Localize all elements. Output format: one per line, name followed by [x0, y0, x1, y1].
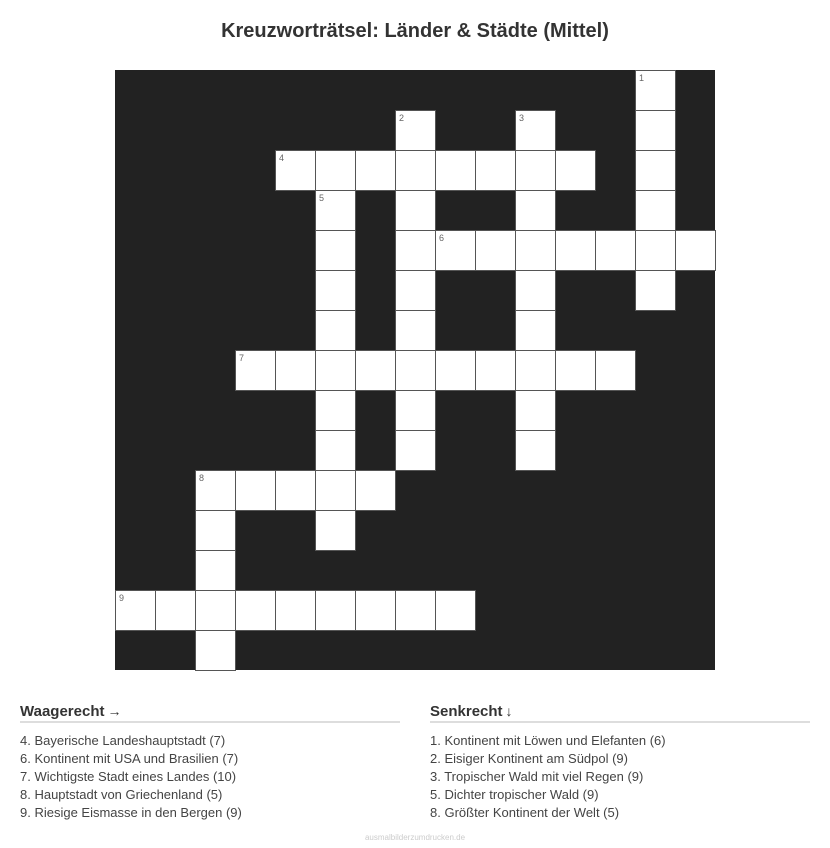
grid-cell[interactable]: [435, 150, 476, 191]
grid-cell[interactable]: [595, 230, 636, 271]
grid-cell[interactable]: [395, 350, 436, 391]
grid-cell[interactable]: [515, 430, 556, 471]
grid-cell[interactable]: [315, 470, 356, 511]
grid-cell[interactable]: [395, 150, 436, 191]
grid-cell[interactable]: [515, 390, 556, 431]
grid-cell[interactable]: [635, 150, 676, 191]
grid-cell[interactable]: [635, 270, 676, 311]
grid-cell[interactable]: [515, 310, 556, 351]
grid-cell[interactable]: [315, 430, 356, 471]
grid-cell[interactable]: [595, 350, 636, 391]
grid-cell[interactable]: [155, 590, 196, 631]
across-clue: 4. Bayerische Landeshauptstadt (7): [20, 733, 226, 748]
grid-cell[interactable]: [395, 230, 436, 271]
grid-cell[interactable]: [235, 350, 276, 391]
down-heading-label: Senkrecht: [430, 703, 503, 720]
down-heading: [430, 703, 810, 723]
grid-cell[interactable]: [315, 510, 356, 551]
across-clue: 8. Hauptstadt von Griechenland (5): [20, 787, 223, 802]
grid-cell[interactable]: [555, 230, 596, 271]
grid-cell[interactable]: [635, 110, 676, 151]
across-clues: [20, 703, 400, 822]
grid-cell[interactable]: [475, 230, 516, 271]
across-clue: 9. Riesige Eismasse in den Bergen (9): [20, 805, 242, 820]
grid-cell[interactable]: [315, 350, 356, 391]
across-heading-label: Waagerecht: [20, 703, 105, 720]
grid-cell[interactable]: [395, 430, 436, 471]
grid-cell[interactable]: [515, 230, 556, 271]
across-clue: 7. Wichtigste Stadt eines Landes (10): [20, 769, 237, 784]
grid-cell[interactable]: [275, 470, 316, 511]
grid-cell[interactable]: [435, 590, 476, 631]
grid-cell[interactable]: [555, 350, 596, 391]
grid-cell[interactable]: [515, 350, 556, 391]
down-clue: 3. Tropischer Wald mit viel Regen (9): [430, 769, 644, 784]
grid-cell[interactable]: [355, 150, 396, 191]
grid-cell[interactable]: [395, 310, 436, 351]
grid-cell[interactable]: [515, 190, 556, 231]
grid-cell[interactable]: [195, 510, 236, 551]
grid-cell[interactable]: [395, 590, 436, 631]
grid-cell[interactable]: [275, 150, 316, 191]
grid-cell[interactable]: [475, 350, 516, 391]
grid-cell[interactable]: [275, 590, 316, 631]
grid-cell[interactable]: [395, 390, 436, 431]
grid-cell[interactable]: [515, 150, 556, 191]
grid-cell[interactable]: [515, 270, 556, 311]
clue-number: 3: [519, 113, 525, 123]
grid-cell[interactable]: [635, 190, 676, 231]
down-clues: [430, 703, 810, 822]
clue-number: 4: [279, 153, 285, 163]
grid-cell[interactable]: [475, 150, 516, 191]
grid-cell[interactable]: [515, 110, 556, 151]
clue-number: 9: [119, 593, 125, 603]
grid-cell[interactable]: [395, 190, 436, 231]
arrow-down-icon: ↓: [505, 703, 513, 719]
grid-cell[interactable]: [555, 150, 596, 191]
grid-cell[interactable]: [395, 110, 436, 151]
grid-cell[interactable]: [315, 270, 356, 311]
grid-cell[interactable]: [355, 590, 396, 631]
grid-cell[interactable]: [395, 270, 436, 311]
grid-cell[interactable]: [675, 230, 716, 271]
grid-cell[interactable]: [635, 70, 676, 111]
clue-number: 8: [199, 473, 205, 483]
grid-cell[interactable]: [435, 350, 476, 391]
clue-number: 5: [319, 193, 325, 203]
grid-cell[interactable]: [195, 590, 236, 631]
grid-cell[interactable]: [315, 590, 356, 631]
grid-cell[interactable]: [195, 470, 236, 511]
across-heading: [20, 703, 400, 723]
down-clue: 5. Dichter tropischer Wald (9): [430, 787, 599, 802]
clue-number: 7: [239, 353, 245, 363]
grid-cell[interactable]: [195, 630, 236, 671]
grid-cell[interactable]: [315, 190, 356, 231]
grid-cell[interactable]: [115, 590, 156, 631]
grid-cell[interactable]: [315, 150, 356, 191]
crossword-grid: [115, 70, 715, 670]
grid-cell[interactable]: [235, 590, 276, 631]
across-clue: 6. Kontinent mit USA und Brasilien (7): [20, 751, 239, 766]
grid-cell[interactable]: [355, 470, 396, 511]
grid-cell[interactable]: [635, 230, 676, 271]
page-title: Kreuzworträtsel: Länder & Städte (Mittel): [221, 20, 609, 42]
grid-cell[interactable]: [275, 350, 316, 391]
grid-cell[interactable]: [195, 550, 236, 591]
grid-cell[interactable]: [435, 230, 476, 271]
down-clue: 2. Eisiger Kontinent am Südpol (9): [430, 751, 628, 766]
clue-number: 1: [639, 73, 645, 83]
grid-cell[interactable]: [355, 350, 396, 391]
clue-number: 2: [399, 113, 405, 123]
down-clue: 1. Kontinent mit Löwen und Elefanten (6): [430, 733, 666, 748]
down-clue: 8. Größter Kontinent der Welt (5): [430, 805, 620, 820]
clue-number: 6: [439, 233, 445, 243]
footer-credit: ausmalbilderzumdrucken.de: [364, 833, 466, 842]
grid-cell[interactable]: [315, 390, 356, 431]
arrow-right-icon: →: [107, 703, 122, 719]
grid-cell[interactable]: [315, 230, 356, 271]
grid-cell[interactable]: [235, 470, 276, 511]
grid-cell[interactable]: [315, 310, 356, 351]
